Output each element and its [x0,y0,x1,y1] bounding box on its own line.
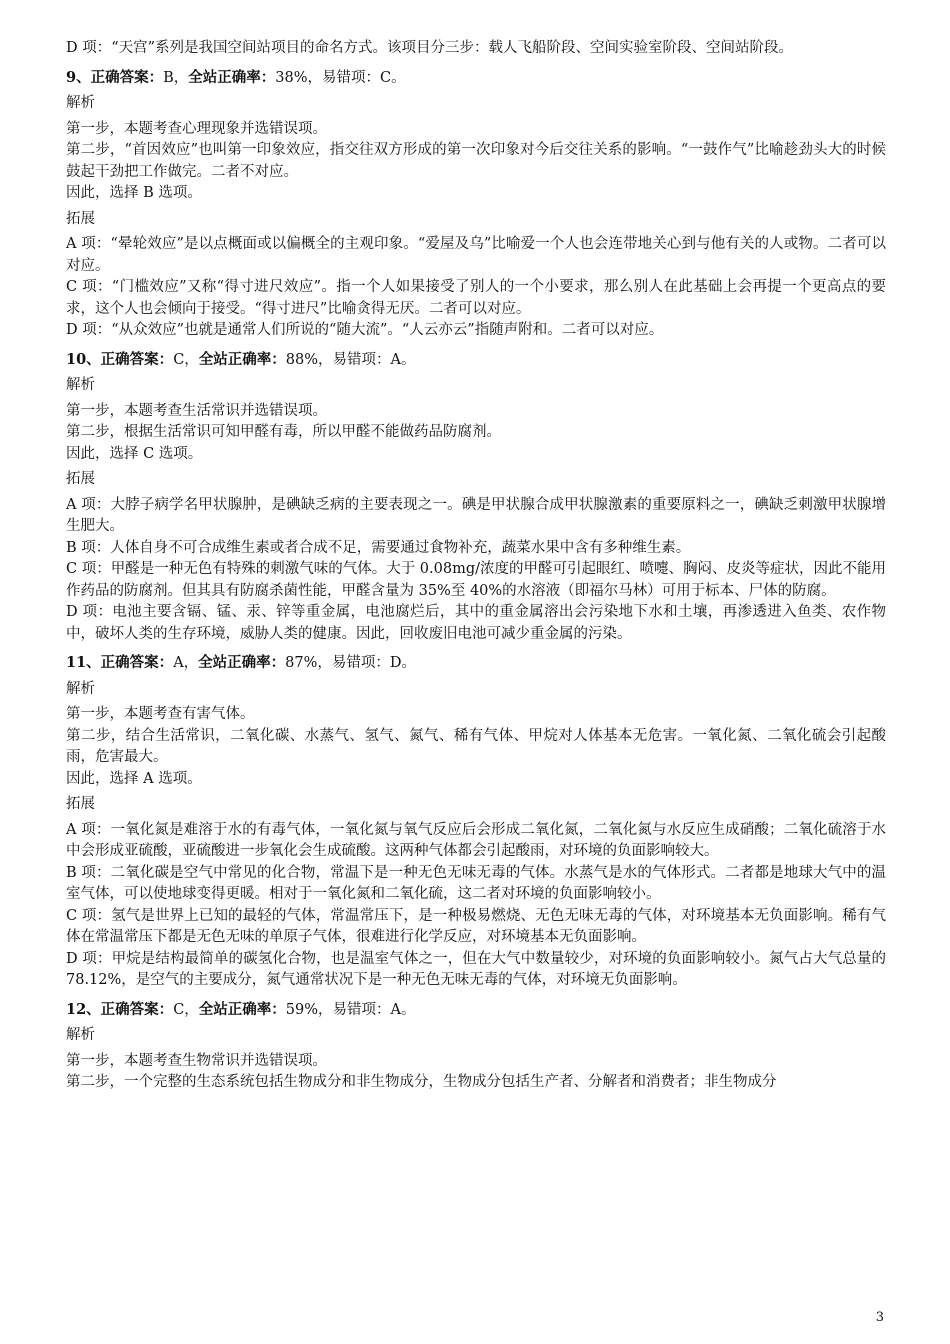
answer-line-q10 [66,349,886,372]
analysis-paragraph: 因此，选择 A 选项。 [66,770,202,787]
extension-paragraph: B 项：二氧化碳是空气中常见的化合物，常温下是一种无色无味无毒的气体。水蒸气是水的气体形式。二者都是地球大气中的温室气体，可以使地球变得更暖。相对于一氧化氮和二氧化硫，这二者对环境的负面影响较小。 [66,864,886,902]
answer-value: A， [173,655,199,671]
rate-label: 全站正确率： [198,1000,286,1018]
extension-paragraph: C 项：“门槛效应”又称“得寸进尺效应”。指一个人如果接受了别人的一个小要求，那么别人在此基础上会再提一个更高点的要求，这个人也会倾向于接受。“得寸进尺”比喻贪得无厌。二者可以对应。 [66,279,886,317]
extension-paragraph: A 项：大脖子病学名甲状腺肿，是碘缺乏病的主要表现之一。碘是甲状腺合成甲状腺激素的重要原料之一，碘缺乏刺激甲状腺增生肥大。 [66,496,886,534]
analysis-heading: 解析 [66,95,95,111]
rate-value: 38%，易错项：C。 [275,69,406,86]
intro-paragraph: D 项：“天宫”系列是我国空间站项目的命名方式。该项目分三步：载人飞船阶段、空间实验室阶段、空间站阶段。 [66,40,794,56]
rate-label: 全站正确率： [198,654,286,671]
answer-value: C， [173,351,199,368]
answer-label: 10、正确答案： [66,350,174,368]
extension-heading: 拓展 [66,471,95,487]
analysis-paragraph: 因此，选择 B 选项。 [66,185,202,201]
rate-label: 全站正确率： [198,350,286,368]
extension-paragraph: C 项：氢气是世界上已知的最轻的气体，常温常压下，是一种极易燃烧、无色无味无毒的气体，对环境基本无负面影响。稀有气体在常温常压下都是无色无味的单原子气体，很难进行化学反应，对环境基本无负面影响。 [66,907,886,945]
extension-heading: 拓展 [66,210,95,227]
extension-paragraph: D 项：甲烷是结构最简单的碳氢化合物，也是温室气体之一，但在大气中数量较少，对环境的负面影响较小。氮气占大气总量的 78.12%，是空气的主要成分，氮气通常状况下是一种无色无味无毒的气体，对环境无负面影响。 [66,950,886,988]
analysis-paragraph: 第一步，本题考查心理现象并选错误项。 [66,120,327,137]
answer-label: 11、正确答案： [66,654,174,671]
analysis-paragraph: 第二步，结合生活常识，二氧化碳、水蒸气、氢气、氮气、稀有气体、甲烷对人体基本无危害。一氧化氮、二氧化硫会引起酸雨，危害最大。 [66,727,886,765]
extension-heading: 拓展 [66,796,95,812]
extension-paragraph: B 项：人体自身不可合成维生素或者合成不足，需要通过食物补充，蔬菜水果中含有多种维生素。 [66,539,691,556]
extension-paragraph: C 项：甲醛是一种无色有特殊的刺激气味的气体。大于 0.08mg/浓度的甲醛可引起眼红、喷嚏、胸闷、皮炎等症状，因此不能用作药品的防腐剂。但其具有防腐杀菌性能，甲醛含量为 35%至 40%的水溶液（即福尔马林）可用于标本、尸体的防腐。 [66,561,887,599]
rate-value: 88%，易错项：A。 [285,351,416,368]
rate-value: 87%，易错项：D。 [285,655,417,671]
answer-line-q9 [66,67,886,90]
answer-value: C， [173,1001,199,1018]
analysis-heading: 解析 [66,680,95,697]
analysis-paragraph: 第二步，根据生活常识可知甲醛有毒，所以甲醛不能做药品防腐剂。 [66,424,501,440]
page-number: 3 [875,1310,884,1325]
analysis-heading: 解析 [66,1027,95,1043]
extension-paragraph: D 项：电池主要含镉、锰、汞、锌等重金属，电池腐烂后，其中的重金属溶出会污染地下水和土壤，再渗透进入鱼类、农作物中，破坏人类的生存环境，威胁人类的健康。因此，回收废旧电池可减少重金属的污染。 [66,604,886,642]
extension-paragraph: D 项：“从众效应”也就是通常人们所说的“随大流”。“人云亦云”指随声附和。二者可以对应。 [66,322,664,338]
answer-line-q11 [66,652,886,675]
analysis-paragraph: 第二步，一个完整的生态系统包括生物成分和非生物成分，生物成分包括生产者、分解者和消费者；非生物成分 [66,1074,777,1090]
rate-value: 59%，易错项：A。 [285,1001,416,1018]
answer-value: B， [163,69,189,86]
analysis-paragraph: 因此，选择 C 选项。 [66,445,203,462]
analysis-paragraph: 第一步，本题考查生活常识并选错误项。 [66,402,327,419]
analysis-paragraph: 第一步，本题考查生物常识并选错误项。 [66,1052,327,1069]
answer-line-q12 [66,999,886,1022]
extension-paragraph: A 项：一氧化氮是难溶于水的有毒气体，一氧化氮与氧气反应后会形成二氧化氮，二氧化氮与水反应生成硝酸；二氧化硫溶于水中会形成亚硫酸，亚硫酸进一步氧化会生成硫酸。这两种气体都会引起酸雨，对环境的负面影响较大。 [66,821,886,859]
answer-label: 9、正确答案： [66,68,164,86]
extension-paragraph: A 项：“晕轮效应”是以点概面或以偏概全的主观印象。“爱屋及乌”比喻爱一个人也会连带地关心到与他有关的人或物。二者可以对应。 [66,236,886,274]
document-body [66,38,886,1094]
answer-label: 12、正确答案： [66,1000,174,1018]
analysis-paragraph: 第一步，本题考查有害气体。 [66,706,255,722]
analysis-paragraph: 第二步，“首因效应”也叫第一印象效应，指交往双方形成的第一次印象对今后交往关系的影响。“一鼓作气”比喻趁劲头大的时候鼓起干劲把工作做完。二者不对应。 [66,142,886,180]
analysis-heading: 解析 [66,377,95,393]
rate-label: 全站正确率： [188,68,276,86]
